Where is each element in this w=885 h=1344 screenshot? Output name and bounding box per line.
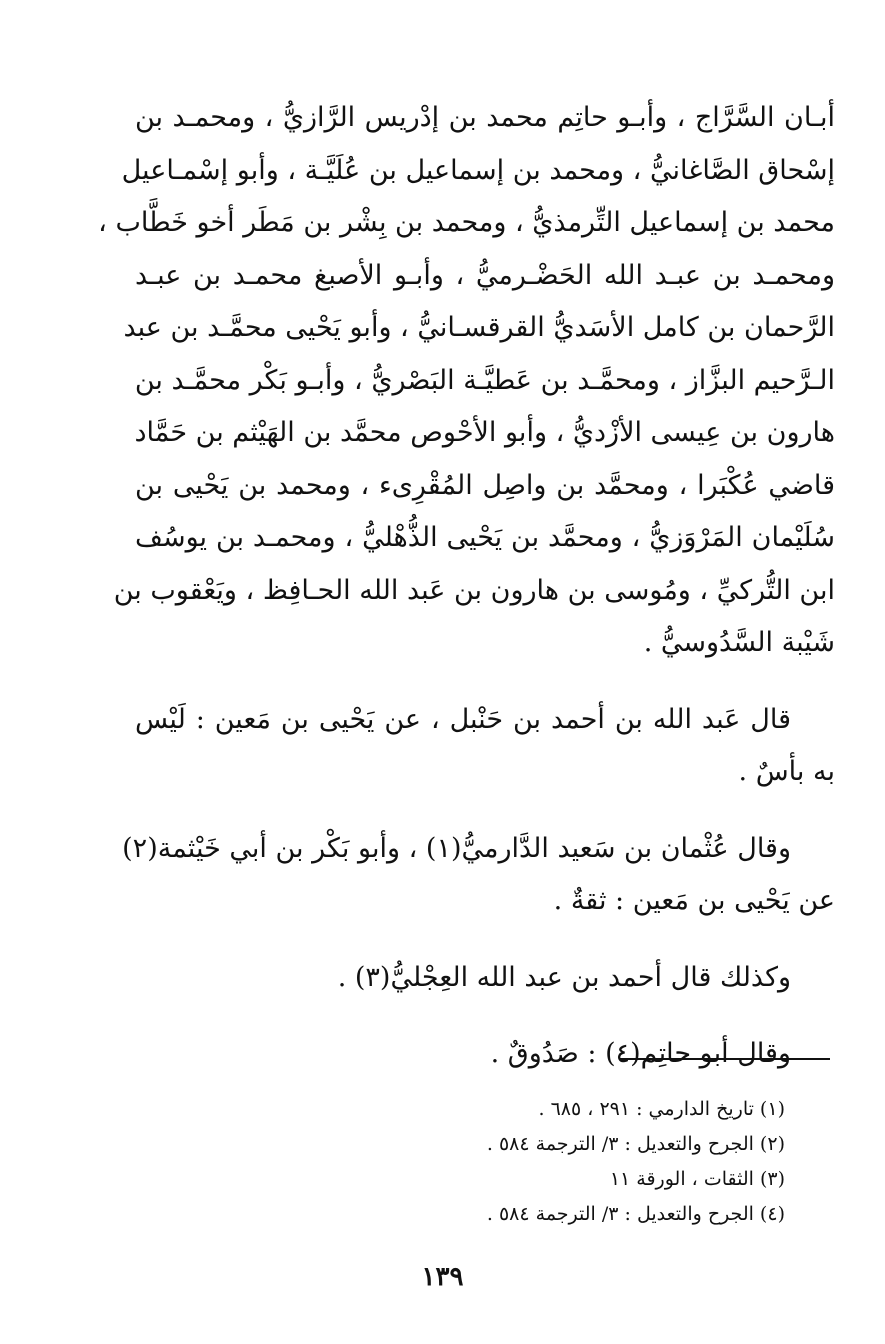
- text-line: الـرَّحيم البزَّاز ، ومحمَّـد بن عَطيَّـة البَصْريُّ ، وأبـو بَكْر محمَّـد بن: [134, 364, 835, 396]
- text-line: أبـان السَّرَّاج ، وأبـو حاتِم محمد بن إدْريس الرَّازيُّ ، ومحمـد بن: [135, 102, 835, 133]
- page-number: ١٣٩: [421, 1262, 464, 1292]
- text-line: به بأسٌ .: [738, 756, 835, 787]
- footnote-divider: [620, 1058, 830, 1060]
- paragraph-narrators: [98, 92, 835, 670]
- text-line: سُلَيْمان المَرْوَزيُّ ، ومحمَّد بن يَحْيى الذُّهْليُّ ، ومحمـد بن يوسُف: [135, 522, 835, 553]
- text-line: وقال عُثْمان بن سَعيد الدَّارميُّ(١) ، وأبو بَكْر بن أبي خَيْثمة(٢): [122, 832, 791, 864]
- paragraph-gap: [135, 799, 835, 823]
- main-text: [98, 92, 835, 1081]
- paragraph-ibn-hanbal: [135, 694, 835, 799]
- text-line: الرَّحمان بن كامل الأسَديُّ القرقسـانيُّ ، وأبو يَحْيى محمَّـد بن عبد: [123, 312, 835, 343]
- paragraph-gap: [135, 670, 835, 694]
- text-line: ابن التُّركيِّ ، ومُوسى بن هارون بن عَبد الله الحـافِظ ، ويَعْقوب بن: [113, 574, 835, 606]
- text-line: إسْحاق الصَّاغانيُّ ، ومحمد بن إسماعيل بن عُلَيَّـة ، وأبو إسْمـاعيل: [121, 154, 835, 186]
- text-line: محمد بن إسماعيل التِّرمذيُّ ، ومحمد بن بِشْر بن مَطَر أخو خَطَّاب ،: [98, 207, 835, 238]
- footnote-2: (٢) الجرح والتعديل : ٣/ الترجمة ٥٨٤ .: [486, 1133, 785, 1155]
- text-line: قاضي عُكْبَرا ، ومحمَّد بن واصِل المُقْرِىء ، ومحمد بن يَحْيى بن: [135, 469, 835, 501]
- text-line: هارون بن عِيسى الأزْديُّ ، وأبو الأحْوص محمَّد بن الهَيْثم بن حَمَّاد: [134, 417, 835, 448]
- footnote-4: (٤) الجرح والتعديل : ٣/ الترجمة ٥٨٤ .: [486, 1203, 785, 1225]
- text-line: عن يَحْيى بن مَعين : ثقةٌ .: [553, 885, 835, 916]
- text-line: شَيْبة السَّدُوسيُّ .: [643, 627, 835, 658]
- footnote-3: (٣) الثقات ، الورقة ١١: [609, 1168, 785, 1190]
- paragraph-darimi: [122, 823, 835, 928]
- footnotes: [300, 1092, 785, 1232]
- paragraph-gap: [135, 1004, 835, 1028]
- footnote-1: (١) تاريخ الدارمي : ٢٩١ ، ٦٨٥ .: [538, 1098, 785, 1120]
- paragraph-abu-hatim: [135, 1028, 835, 1081]
- text-line: وقال أبو حاتِم(٤) : صَدُوقٌ .: [490, 1038, 791, 1069]
- text-line: وكذلك قال أحمد بن عبد الله العِجْليُّ(٣) .: [337, 961, 791, 993]
- paragraph-ijli: [135, 952, 835, 1005]
- text-line: قال عَبد الله بن أحمد بن حَنْبل ، عن يَحْيى بن مَعين : لَيْس: [135, 703, 791, 735]
- paragraph-gap: [135, 928, 835, 952]
- text-line: ومحمـد بن عبـد الله الحَضْـرميُّ ، وأبـو الأصبغ محمـد بن عبـد: [135, 259, 835, 291]
